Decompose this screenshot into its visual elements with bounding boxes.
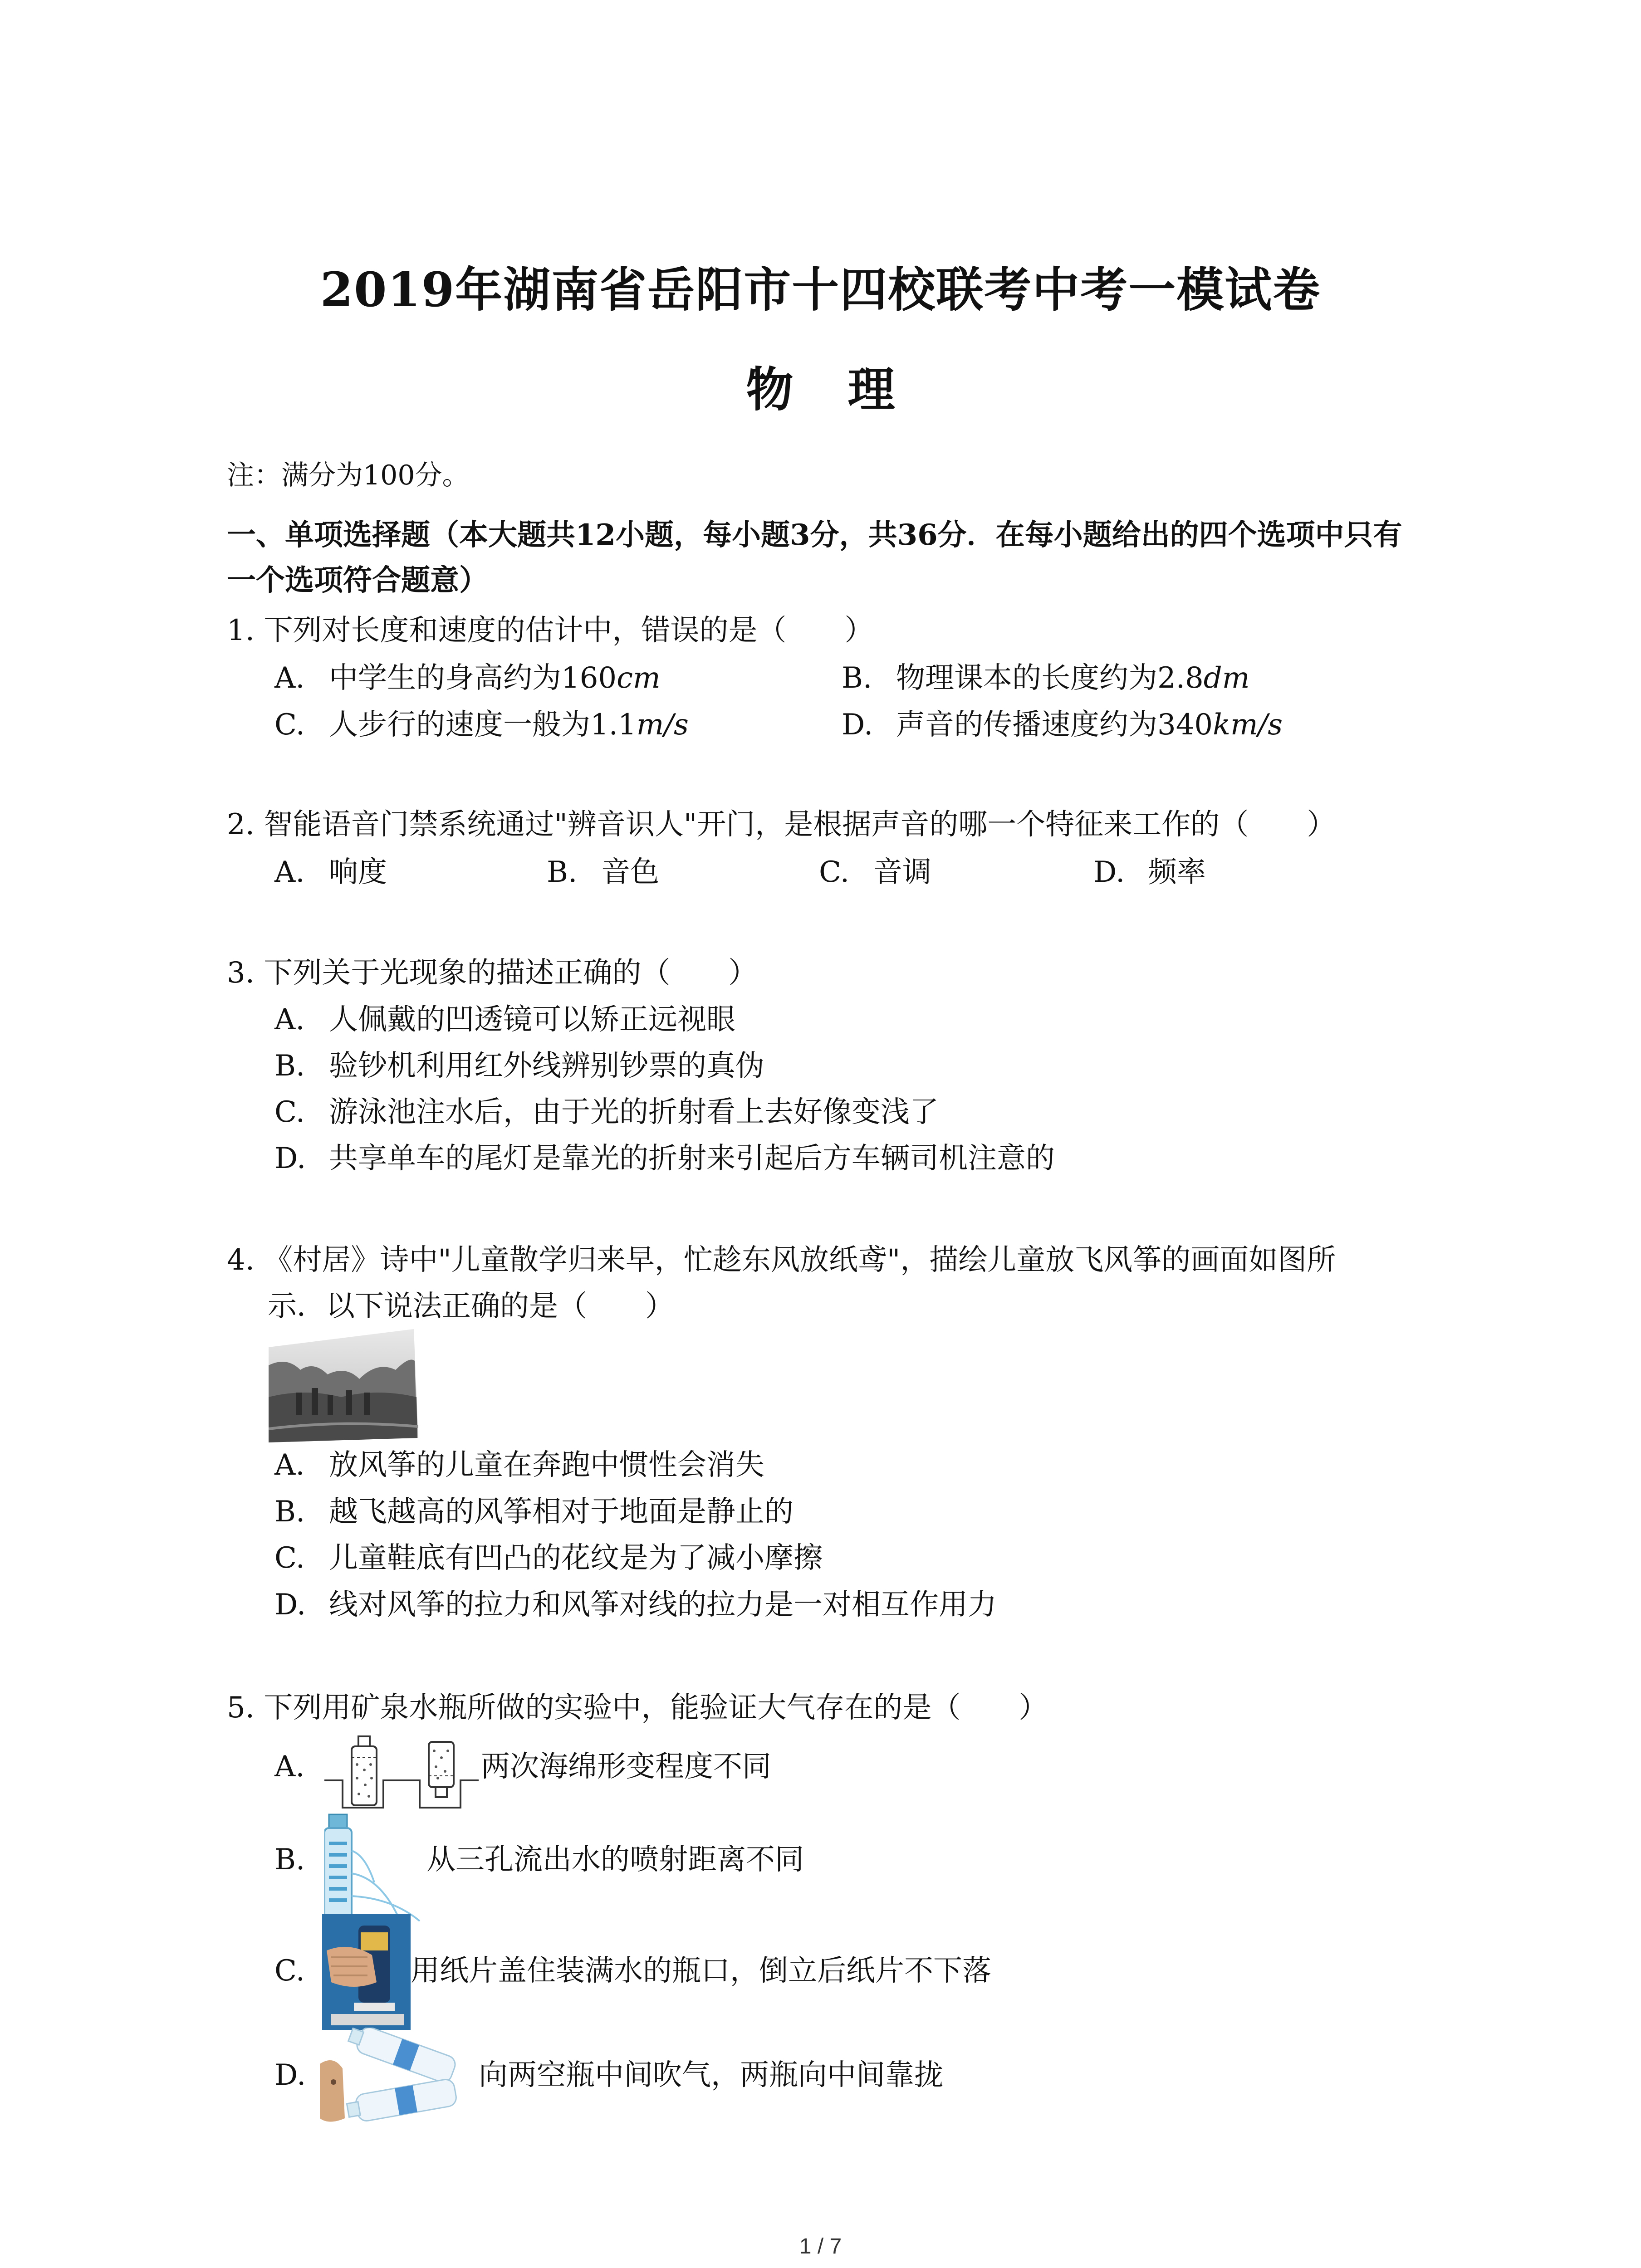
page-number: 1 / 7 [799, 2234, 842, 2258]
q1-option-c [274, 702, 689, 748]
q3-stem: 3. 下列关于光现象的描述正确的（ ） [227, 956, 758, 990]
q4-stem-line1: 4. 《村居》诗中"儿童散学归来早，忙趁东风放纸鸢"，描绘儿童放飞风筝的画面如图所 [227, 1243, 1336, 1277]
option-text: 越飞越高的风筝相对于地面是静止的 [329, 1495, 794, 1529]
option-unit: dm [1203, 661, 1250, 695]
option-text: 儿童鞋底有凹凸的花纹是为了减小摩擦 [329, 1541, 823, 1575]
q3-option-a [274, 997, 735, 1042]
option-text: 人步行的速度一般为1.1 [329, 708, 637, 742]
q5-option-a-text: 两次海绵形变程度不同 [481, 1750, 771, 1784]
option-text: 放风筝的儿童在奔跑中惯性会消失 [329, 1448, 764, 1482]
option-text: 线对风筝的拉力和风筝对线的拉力是一对相互作用力 [329, 1588, 997, 1622]
option-text: 人佩戴的凹透镜可以矫正远视眼 [329, 1003, 735, 1036]
q4-option-c [274, 1535, 823, 1581]
option-text: 共享单车的尾灯是靠光的折射来引起后方车辆司机注意的 [329, 1142, 1055, 1175]
option-label: D. [274, 1588, 306, 1622]
option-label: A. [274, 855, 305, 889]
option-label: A. [274, 1003, 305, 1036]
q1-option-b [842, 655, 1249, 701]
option-text: 中学生的身高约为160 [329, 661, 617, 695]
q5-option-b-label: B. [274, 1843, 305, 1877]
q1-stem: 1. 下列对长度和速度的估计中，错误的是（ ） [227, 614, 874, 647]
option-text: 响度 [329, 855, 387, 889]
q1-option-d [842, 702, 1283, 748]
option-label: B. [842, 661, 872, 695]
option-text: 频率 [1148, 855, 1206, 889]
q5-stem: 5. 下列用矿泉水瓶所做的实验中，能验证大气存在的是（ ） [227, 1691, 1048, 1725]
q2-option-a [274, 850, 387, 895]
q2-option-b [547, 850, 659, 895]
q3-option-d [274, 1136, 1055, 1181]
option-label: C. [274, 1541, 305, 1575]
q5-option-c-text: 用纸片盖住装满水的瓶口，倒立后纸片不下落 [411, 1954, 991, 1988]
q2-stem: 2. 智能语音门禁系统通过"辨音识人"开门，是根据声音的哪一个特征来工作的（ ） [227, 808, 1336, 841]
section-heading [227, 513, 1452, 603]
option-label: B. [547, 855, 578, 889]
q5-option-d-text: 向两空瓶中间吹气，两瓶向中间靠拢 [479, 2058, 943, 2092]
option-unit: km/s [1213, 708, 1283, 742]
q3-option-c [274, 1090, 939, 1135]
option-label: D. [842, 708, 873, 742]
option-label: A. [274, 1448, 305, 1482]
q5-option-b-text: 从三孔流出水的喷射距离不同 [426, 1843, 804, 1877]
page-title: 2019年湖南省岳阳市十四校联考中考一模试卷 [320, 262, 1321, 318]
option-label: D. [1093, 855, 1125, 889]
q3-option-b [274, 1043, 764, 1089]
q5-option-a-label: A. [274, 1750, 305, 1784]
score-note: 注：满分为100分。 [227, 459, 470, 491]
option-text: 音色 [601, 855, 659, 889]
option-text: 声音的传播速度约为340 [896, 708, 1213, 742]
q4-stem-line2: 示．以下说法正确的是（ ） [268, 1290, 674, 1323]
option-label: C. [274, 708, 305, 742]
sponge-bottle-diagram [324, 1733, 479, 1810]
option-text: 音调 [873, 855, 931, 889]
subject-title: 物理 [746, 362, 950, 417]
option-label: C. [819, 855, 850, 889]
q5-option-d-label: D. [274, 2058, 306, 2092]
q4-option-d [274, 1582, 997, 1628]
q2-option-c [819, 850, 931, 895]
q2-option-d [1093, 850, 1206, 895]
option-text: 验钞机利用红外线辨别钞票的真伪 [329, 1049, 764, 1083]
option-text: 物理课本的长度约为2.8 [896, 661, 1204, 695]
option-label: C. [274, 1095, 305, 1129]
option-unit: cm [617, 661, 661, 695]
option-label: D. [274, 1142, 306, 1175]
inverted-bottle-card-photo [322, 1914, 411, 2030]
kite-flying-photo [269, 1329, 418, 1442]
option-unit: m/s [636, 708, 689, 742]
q4-option-b [274, 1489, 794, 1535]
three-hole-bottle-diagram [324, 1810, 429, 1923]
section-heading-line2: 一个选项符合题意） [227, 563, 488, 597]
q4-option-a [274, 1442, 764, 1488]
q1-option-a [274, 655, 661, 701]
option-label: B. [274, 1495, 305, 1529]
section-heading-line1: 一、单项选择题（本大题共12小题，每小题3分，共36分．在每小题给出的四个选项中只有 [227, 518, 1402, 552]
option-label: A. [274, 661, 305, 695]
q5-option-c-label: C. [274, 1954, 305, 1988]
option-label: B. [274, 1049, 305, 1083]
option-text: 游泳池注水后，由于光的折射看上去好像变浅了 [329, 1095, 939, 1129]
two-bottles-blowing-diagram [320, 2028, 476, 2127]
